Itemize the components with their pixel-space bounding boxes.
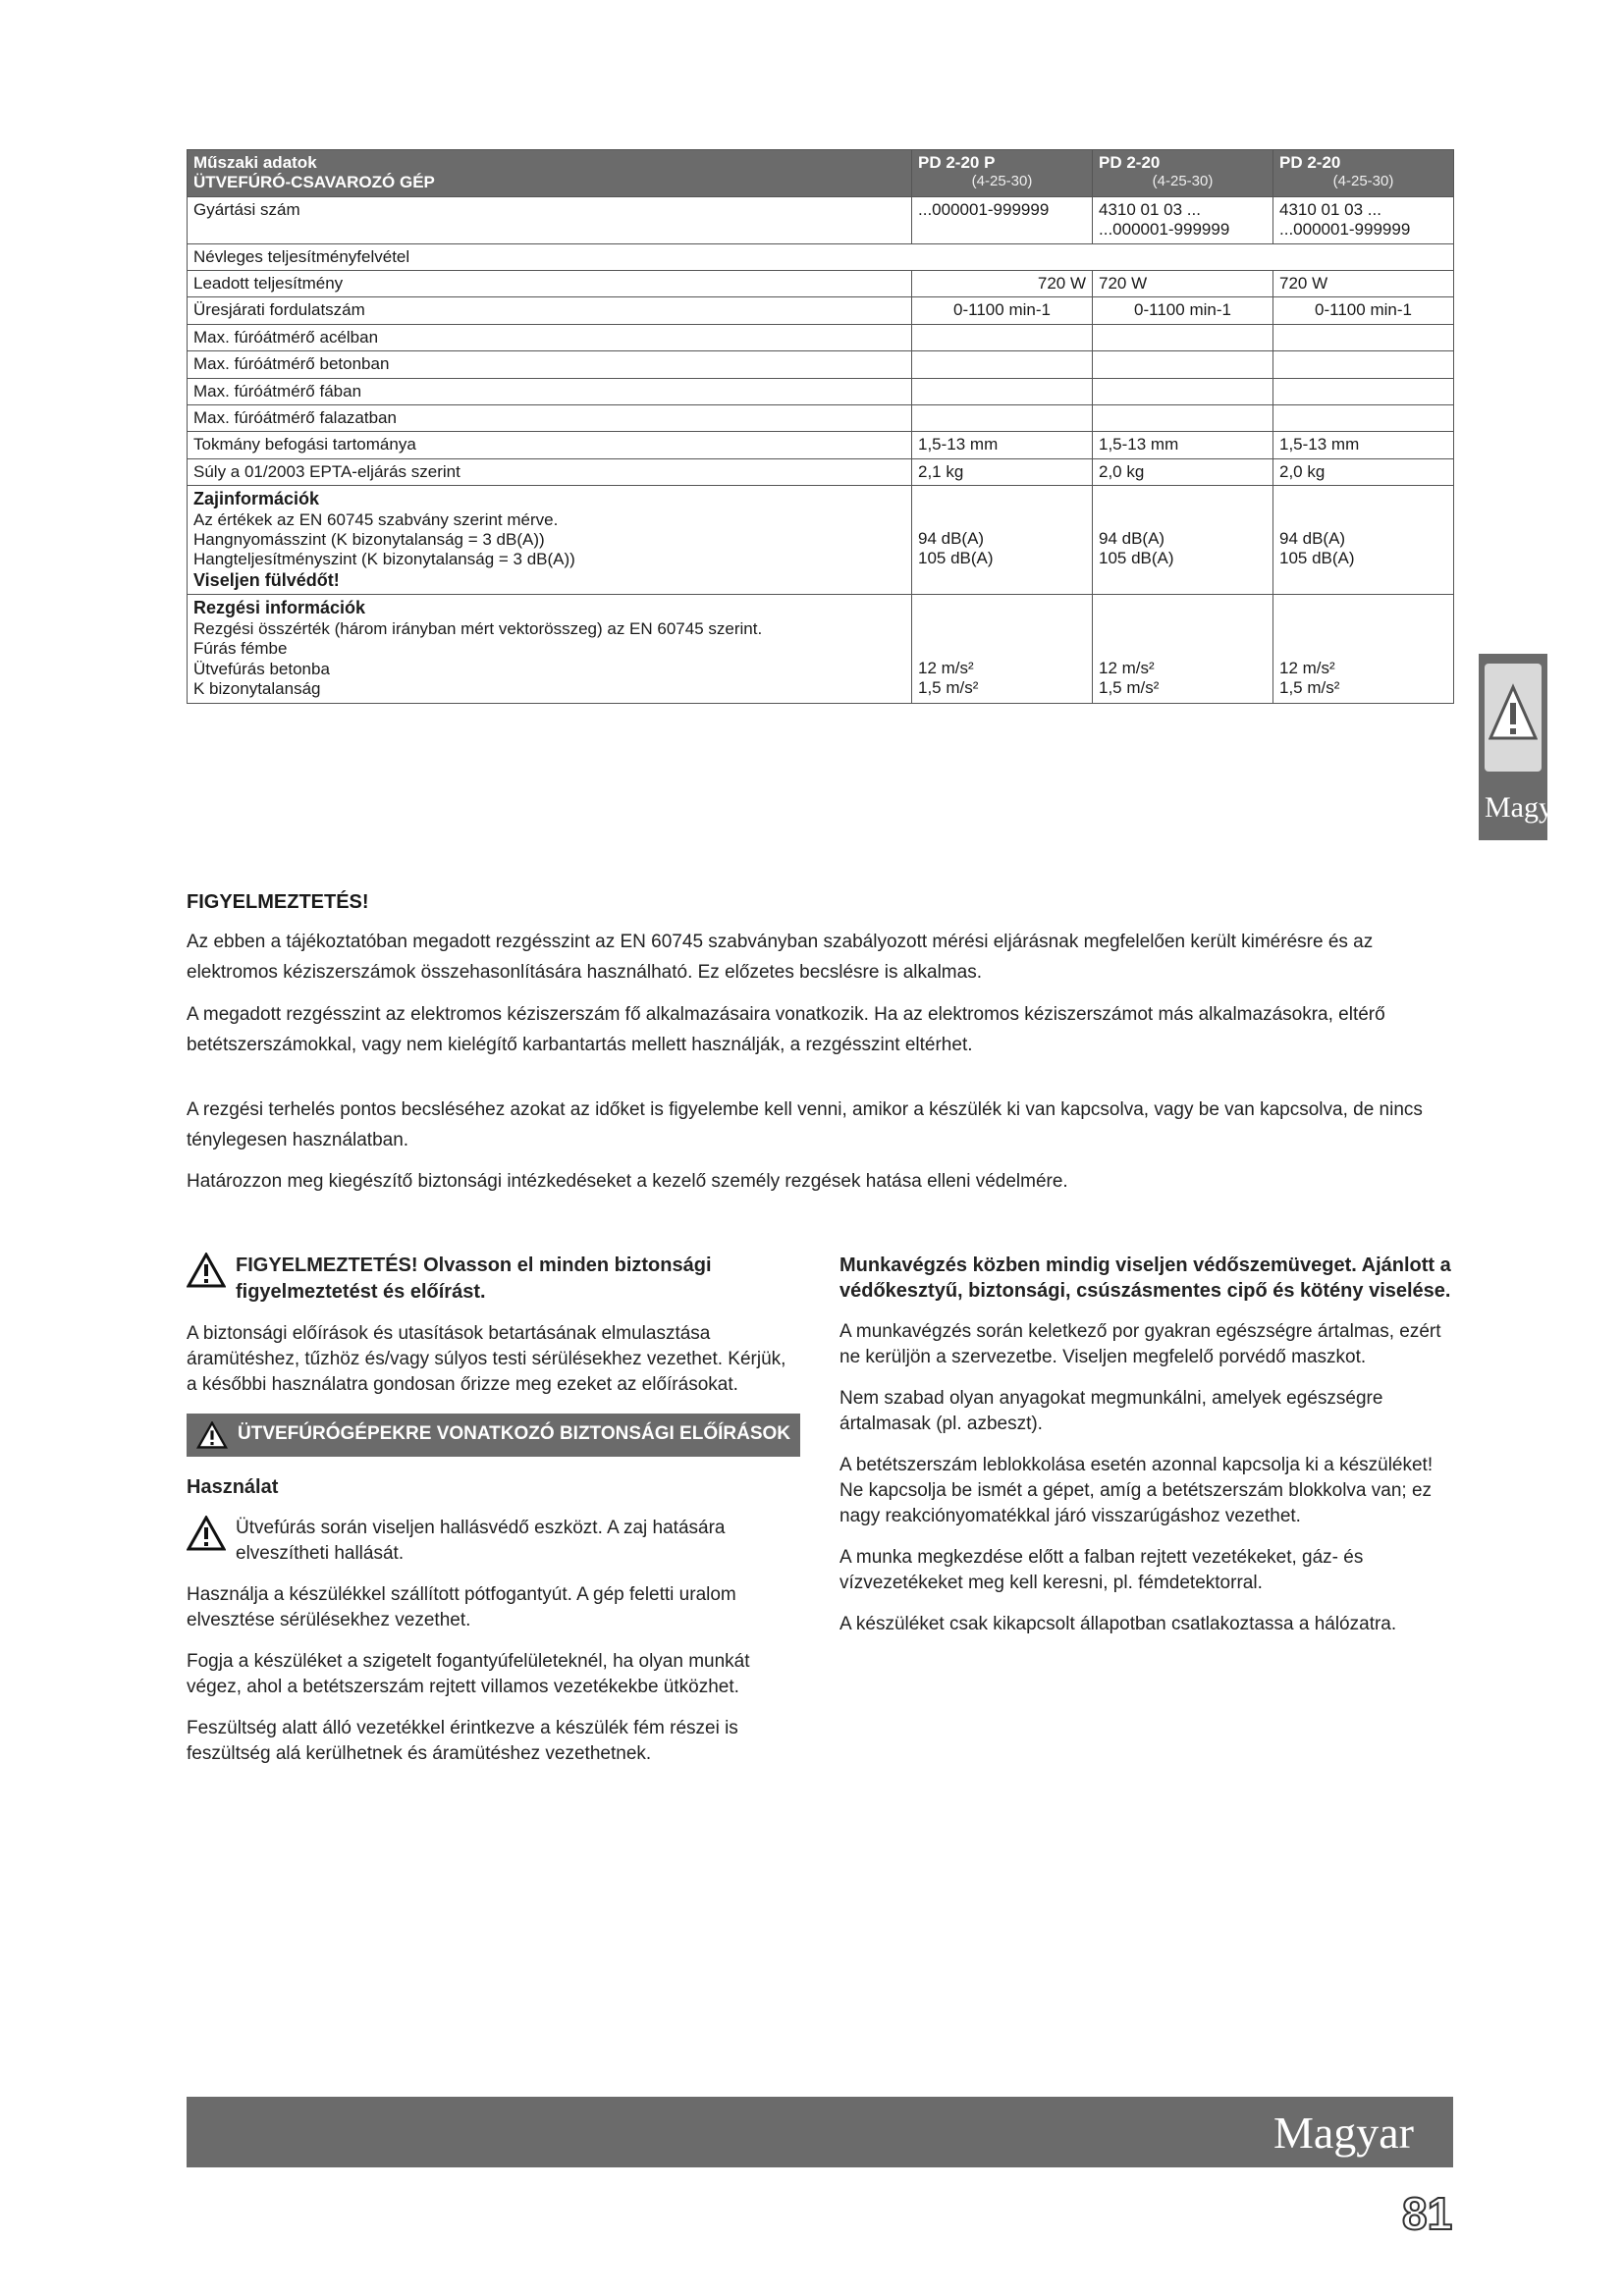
side-tab-label: Magyar	[1485, 791, 1577, 824]
row-label: Gyártási szám	[188, 196, 912, 243]
safety-instructions-band	[187, 1414, 800, 1457]
row-label: Max. fúróátmérő falazatban	[188, 404, 912, 431]
safety-item: A készüléket csak kikapcsolt állapotban csatlakoztassa a hálózatra.	[839, 1614, 1397, 1634]
noise-pressure-label: Hangnyomásszint (K bizonytalanság = 3 dB(A))	[193, 530, 545, 550]
general-warning	[187, 1253, 800, 1321]
footer-language-label: Magyar	[1272, 2108, 1414, 2158]
left-column	[187, 1253, 800, 1783]
table-header-row	[188, 150, 1454, 197]
safety-item: A betétszerszám leblokkolása esetén azonnal kapcsolja ki a készüléket! Ne kapcsolja be ismét a gépet, amíg a betétszerszám blokkolva van; ez nagy reakciónyomatékkal járó visszarúgáshoz vezethet.	[839, 1455, 1434, 1526]
row-value: 0-1100 min-1	[1093, 297, 1273, 324]
table-row	[188, 270, 1454, 296]
row-value: 2,0 kg	[1093, 458, 1273, 485]
table-header-model-3: PD 2-20 (4-25-30)	[1273, 150, 1454, 197]
vibration-labels	[188, 595, 912, 703]
safety-item: A munka megkezdése előtt a falban rejtett vezetékeket, gáz- és vízvezetékeket meg kell keresni, pl. fémdetektorral.	[839, 1547, 1364, 1593]
vibration-title: Rezgési információk	[193, 598, 366, 618]
noise-values-1: 94 dB(A) 105 dB(A)	[912, 486, 1093, 595]
noise-power-label: Hangteljesítményszint (K bizonytalanság = 3 dB(A))	[193, 550, 575, 569]
table-header-subtitle: ÜTVEFÚRÓ-CSAVAROZÓ GÉP	[193, 173, 435, 192]
table-row	[188, 324, 1454, 350]
row-value	[1273, 351, 1454, 378]
row-label: Max. fúróátmérő fában	[188, 378, 912, 404]
table-row	[188, 243, 1454, 270]
noise-note: Az értékek az EN 60745 szabvány szerint mérve.	[193, 509, 559, 529]
row-value	[912, 404, 1093, 431]
usage-subheading: Használat	[187, 1476, 279, 1498]
row-label: Tokmány befogási tartománya	[188, 432, 912, 458]
row-value: 1,5-13 mm	[1273, 432, 1454, 458]
row-value: 0-1100 min-1	[912, 297, 1093, 324]
table-row	[188, 458, 1454, 485]
general-warning-title: FIGYELMEZTETÉS! Olvasson el minden biztonsági figyelmeztetést és előírást.	[236, 1255, 712, 1303]
safety-item: Feszültség alatt álló vezetékkel érintkezve a készülék fém részei is feszültség alá kerülhetnek és áramütéshez vezethetnek.	[187, 1718, 738, 1764]
warning-triangle-icon	[187, 1516, 226, 1551]
row-value	[1093, 351, 1273, 378]
row-label: Névleges teljesítményfelvétel	[188, 243, 1454, 270]
row-value	[1273, 324, 1454, 350]
row-value: 720 W	[912, 270, 1093, 296]
table-row	[188, 196, 1454, 243]
vibration-uncertainty-label: K bizonytalanság	[193, 679, 321, 699]
paragraph-3: A rezgési terhelés pontos becsléséhez azokat az időket is figyelembe kell venni, amikor a készülék ki van kapcsolva, vagy be van kapcsolva, de nincs ténylegesen használatban.	[187, 1099, 1423, 1150]
warning-heading: FIGYELMEZTETÉS!	[187, 891, 369, 913]
warning-icon	[1489, 683, 1538, 742]
safety-item: Használja a készülékkel szállított pótfogantyút. A gép feletti uralom elvesztése sérülésekhez vezethet.	[187, 1584, 736, 1630]
page-number: 81	[1402, 2188, 1453, 2239]
row-label: Súly a 01/2003 EPTA-eljárás szerint	[188, 458, 912, 485]
warning-triangle-icon	[187, 1253, 226, 1288]
row-value: 720 W	[1093, 270, 1273, 296]
safety-item: Munkavégzés közben mindig viseljen védőszemüveget. Ajánlott a védőkesztyű, biztonsági, csúszásmentes cipő és kötény viselése.	[839, 1255, 1451, 1302]
paragraph-4: Határozzon meg kiegészítő biztonsági intézkedéseket a kezelő személy rezgések hatása elleni védelmére.	[187, 1171, 1068, 1192]
safety-item: Ütvefúrás során viseljen hallásvédő eszközt. A zaj hatására elveszítheti hallását.	[187, 1516, 800, 1582]
technical-data-table	[187, 149, 1454, 704]
row-value	[1093, 378, 1273, 404]
vibration-note: Rezgési összérték (három irányban mért vektorösszeg) az EN 60745 szerint.	[193, 619, 763, 639]
noise-section	[188, 486, 1454, 595]
table-row	[188, 378, 1454, 404]
row-value	[1093, 404, 1273, 431]
table-header-parameter	[188, 150, 912, 197]
table-row	[188, 297, 1454, 324]
row-label: Üresjárati fordulatszám	[188, 297, 912, 324]
right-column	[839, 1253, 1453, 1653]
row-label: Max. fúróátmérő betonban	[188, 351, 912, 378]
noise-values-2: 94 dB(A) 105 dB(A)	[1093, 486, 1273, 595]
paragraph-1: Az ebben a tájékoztatóban megadott rezgésszint az EN 60745 szabványban szabályozott mérési eljárásnak megfelelően került kimérésre és az elektromos kéziszerszámok összehasonlítására használható. Ez előzetes becslésre is alkalmas.	[187, 932, 1374, 983]
row-value	[1093, 324, 1273, 350]
noise-values-3: 94 dB(A) 105 dB(A)	[1273, 486, 1454, 595]
row-value: 1,5-13 mm	[1093, 432, 1273, 458]
row-value	[912, 378, 1093, 404]
noise-ear-protection: Viseljen fülvédőt!	[193, 569, 340, 590]
table-row	[188, 432, 1454, 458]
table-row	[188, 351, 1454, 378]
vibration-concrete-label: Ütvefúrás betonba	[193, 659, 330, 678]
table-row	[188, 404, 1454, 431]
table-header-model-2: PD 2-20 (4-25-30)	[1093, 150, 1273, 197]
safety-item: Nem szabad olyan anyagokat megmunkálni, amelyek egészségre ártalmasak (pl. azbeszt).	[839, 1388, 1383, 1434]
table-header-title: Műszaki adatok	[193, 153, 317, 172]
table-header-model-1: PD 2-20 P (4-25-30)	[912, 150, 1093, 197]
row-value	[912, 324, 1093, 350]
row-value: 0-1100 min-1	[1273, 297, 1454, 324]
row-value	[912, 351, 1093, 378]
vibration-values-1: 12 m/s² 1,5 m/s²	[912, 595, 1093, 703]
warning-icon-box	[1485, 664, 1542, 772]
safety-item: A munkavégzés során keletkező por gyakran egészségre ártalmas, ezért ne kerüljön a szervezetbe. Viseljen megfelelő porvédő maszkot.	[839, 1321, 1441, 1367]
vibration-values-3: 12 m/s² 1,5 m/s²	[1273, 595, 1454, 703]
row-value: 2,1 kg	[912, 458, 1093, 485]
vibration-metal-label: Fúrás fémbe	[193, 639, 288, 659]
row-value: 4310 01 03 ... ...000001-999999	[1273, 196, 1454, 243]
safety-item: Fogja a készüléket a szigetelt fogantyúfelületeknél, ha olyan munkát végez, ahol a betétszerszám rejtett villamos vezetékekbe ütközhet.	[187, 1651, 750, 1697]
row-value: 1,5-13 mm	[912, 432, 1093, 458]
noise-labels	[188, 486, 912, 595]
row-value: ...000001-999999	[912, 196, 1093, 243]
footer-band	[187, 2097, 1453, 2167]
language-side-tab	[1479, 654, 1577, 840]
row-value	[1273, 378, 1454, 404]
general-warning-text: A biztonsági előírások és utasítások betartásának elmulasztása áramütéshez, tűzhöz és/vagy súlyos testi sérülésekhez vezethet. Kérjük, a későbbi használatra gondosan őrizze meg ezeket az előírásokat.	[187, 1323, 786, 1395]
row-value: 720 W	[1273, 270, 1454, 296]
row-value	[1273, 404, 1454, 431]
vibration-section	[188, 595, 1454, 703]
row-value: 4310 01 03 ... ...000001-999999	[1093, 196, 1273, 243]
row-value: 2,0 kg	[1273, 458, 1454, 485]
row-label: Max. fúróátmérő acélban	[188, 324, 912, 350]
paragraph-2: A megadott rezgésszint az elektromos kéziszerszám fő alkalmazásaira vonatkozik. Ha az elektromos kéziszerszámot más alkalmazásokra, eltérő betétszerszámokkal, vagy nem kielégítő karbantartás mellett használják, a rezgésszint eltérhet.	[187, 1004, 1385, 1055]
noise-title: Zajinformációk	[193, 489, 320, 509]
warning-triangle-icon	[196, 1421, 228, 1449]
safety-instructions-title: ÜTVEFÚRÓGÉPEKRE VONATKOZÓ BIZTONSÁGI ELŐÍRÁSOK	[238, 1423, 790, 1444]
row-label: Leadott teljesítmény	[188, 270, 912, 296]
vibration-values-2: 12 m/s² 1,5 m/s²	[1093, 595, 1273, 703]
